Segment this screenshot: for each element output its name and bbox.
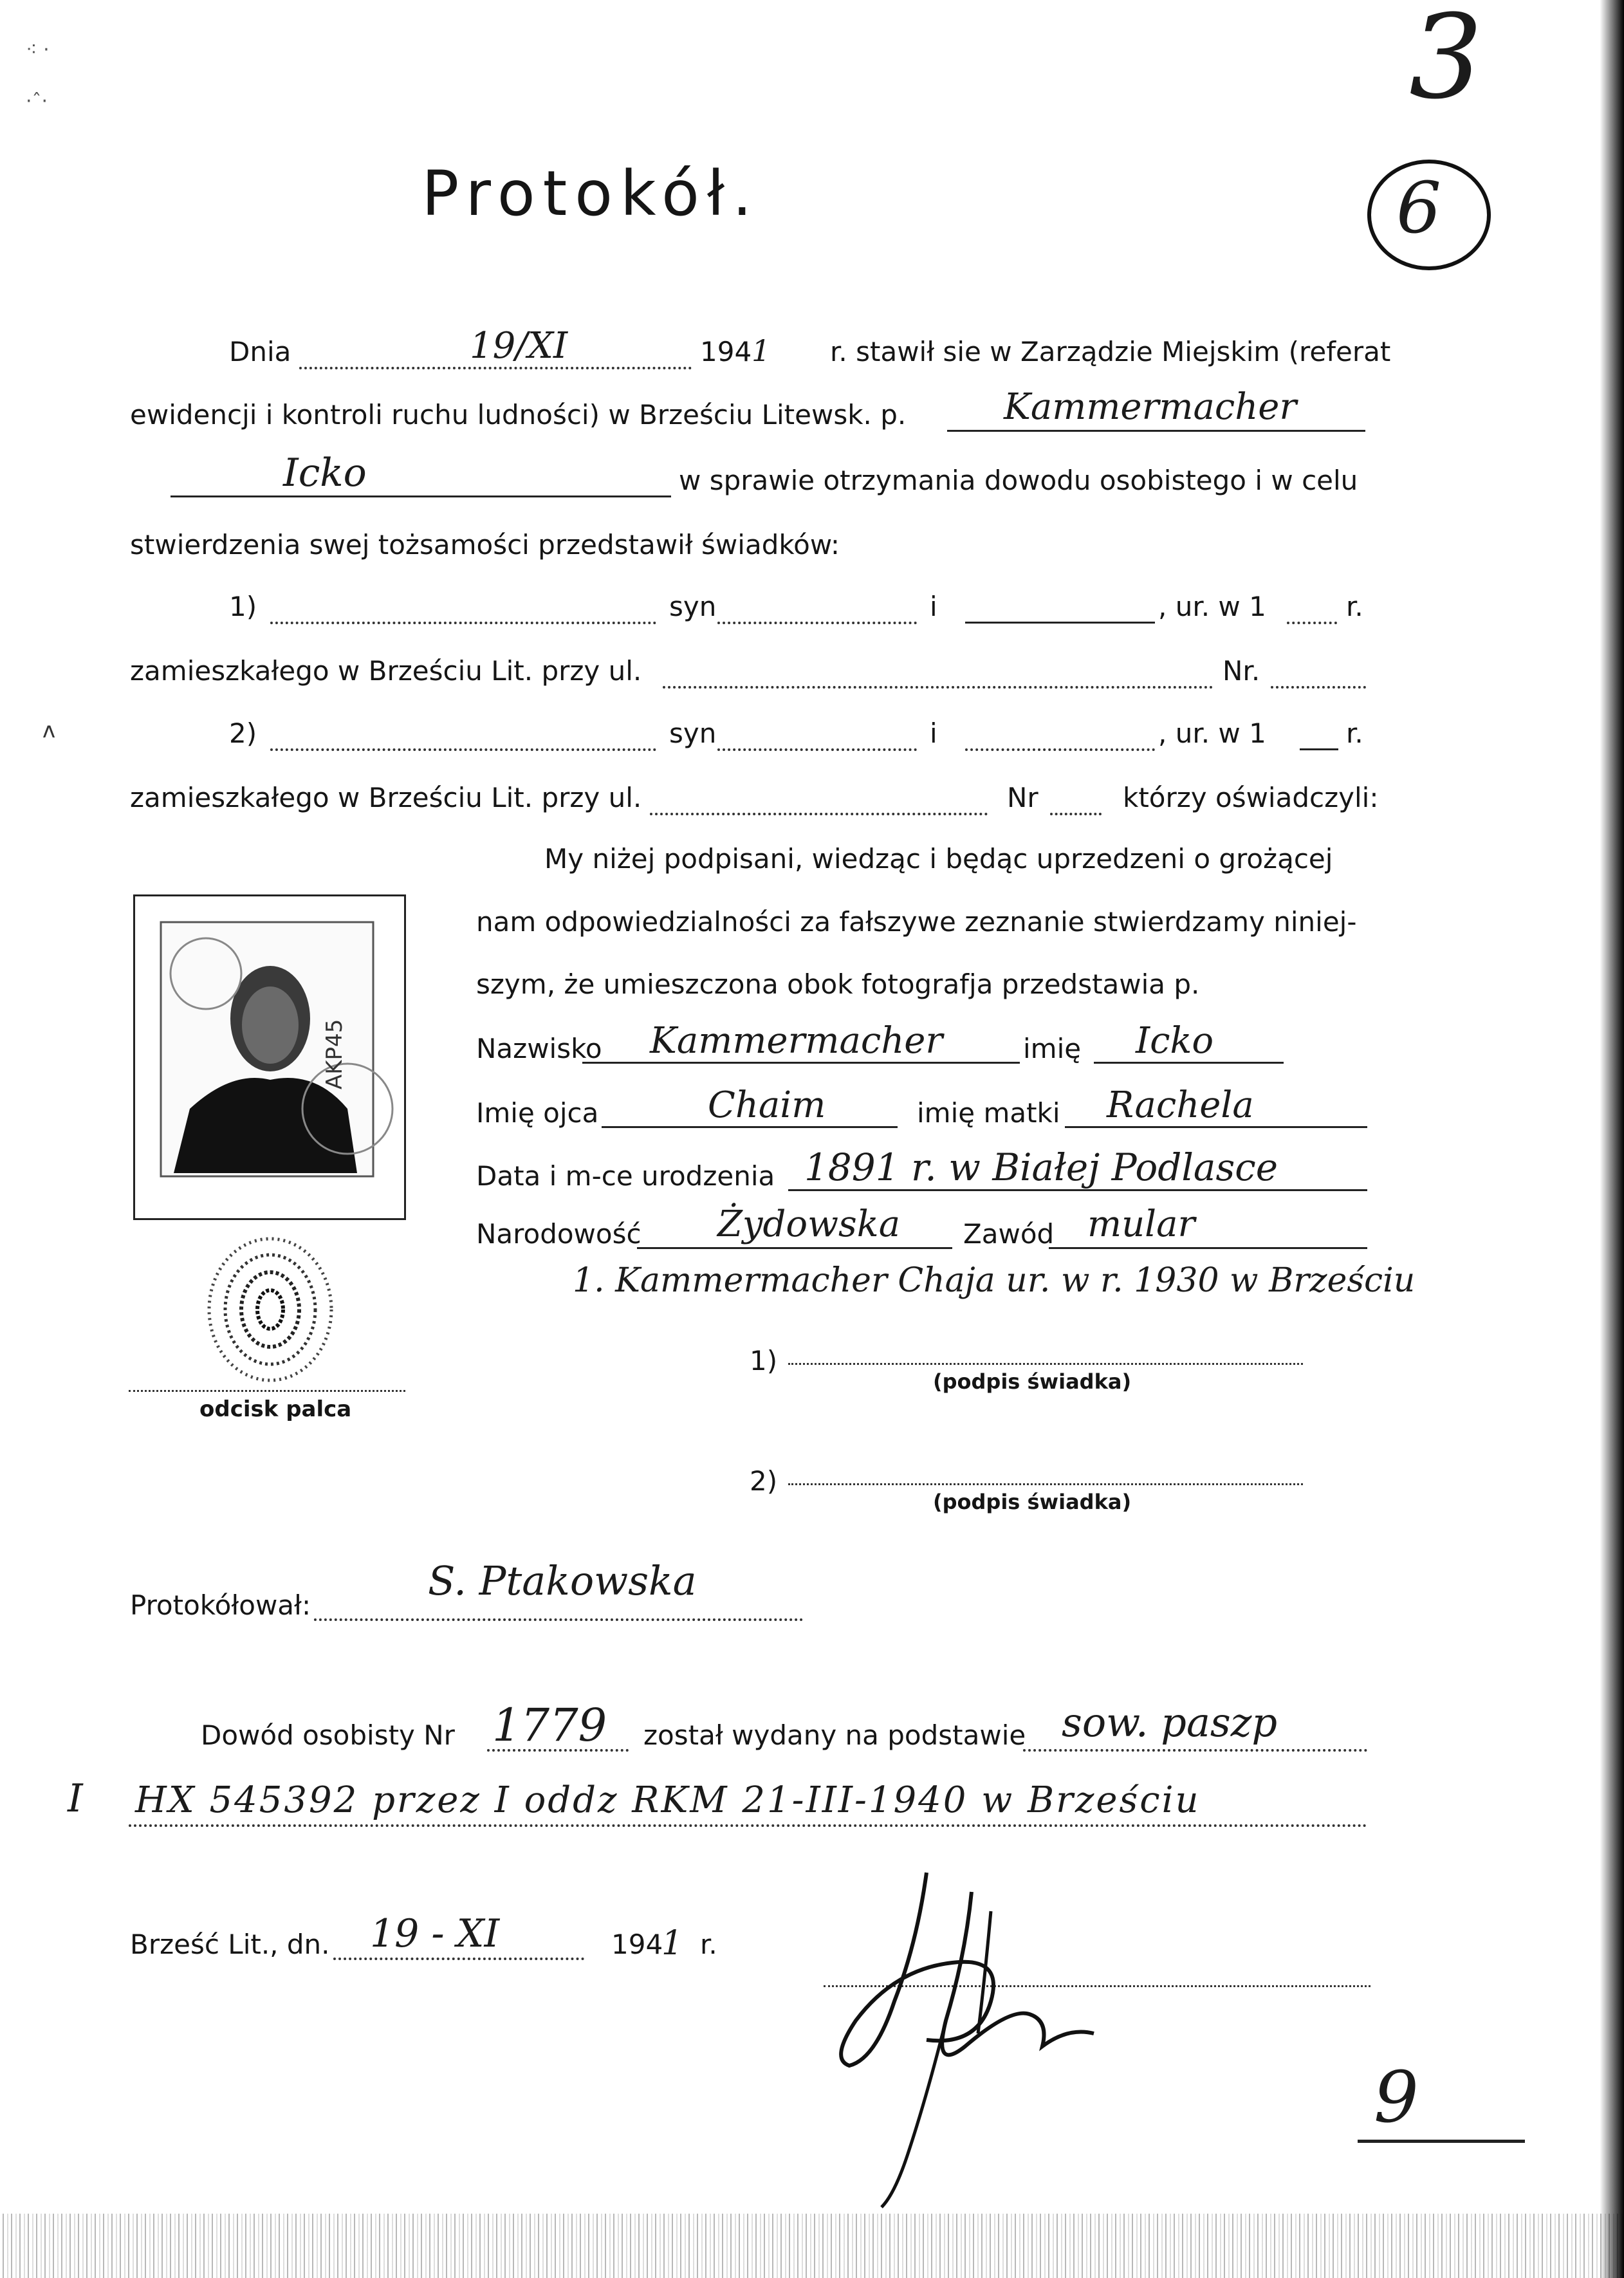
witness1-born: , ur. w 1 <box>1158 591 1266 622</box>
imie-value: Icko <box>1136 1020 1214 1062</box>
protokolowal-label: Protokółował: <box>130 1589 311 1621</box>
intro-line3: w sprawie otrzymania dowodu osobistego i w celu <box>679 465 1358 496</box>
witness-sig1-number: 1) <box>750 1345 778 1376</box>
imie-label: imię <box>1023 1033 1082 1064</box>
imie-matki-line <box>1065 1126 1367 1128</box>
footer-r: r. <box>700 1929 717 1960</box>
witness2-born: , ur. w 1 <box>1158 718 1266 749</box>
witness-declare-intro: którzy oświadczyli: <box>1123 782 1379 813</box>
dowod-label: Dowód osobisty Nr <box>201 1719 455 1751</box>
witness1-number: 1) <box>229 591 257 622</box>
portrait-photo <box>135 896 404 1218</box>
witness2-father-line <box>717 748 917 751</box>
first-name-value: Icko <box>283 450 367 495</box>
witness1-syn: syn <box>669 591 717 622</box>
witness2-r: r. <box>1346 718 1363 749</box>
dowod-margin-mark: I <box>68 1776 83 1821</box>
dowod-number: 1779 <box>492 1699 607 1752</box>
footer-corner-mark: 9 <box>1374 2056 1419 2138</box>
corner-mark: 3 <box>1409 0 1483 125</box>
photo-stamp-text: AKP45 <box>322 1019 347 1089</box>
witness2-i: i <box>930 718 937 749</box>
zawod-label: Zawód <box>963 1218 1055 1250</box>
fingerprint <box>187 1229 354 1390</box>
witness2-address-label: zamieszkałego w Brześciu Lit. przy ul. <box>130 782 642 813</box>
zawod-value: mular <box>1087 1203 1195 1245</box>
dowod-line2: HX 545392 przez I oddz RKM 21-III-1940 w Brześciu <box>135 1779 1201 1821</box>
witness1-year-line <box>1287 622 1337 624</box>
witness-sig1-caption: (podpis świadka) <box>933 1369 1132 1394</box>
footer-year-prefix: 194 <box>611 1929 663 1960</box>
declaration-line1: My niżej podpisani, wiedząc i będąc uprzedzeni o grożącej <box>544 843 1333 875</box>
fingerprint-caption: odcisk palca <box>199 1396 352 1422</box>
corner-circled-number: 6 <box>1396 167 1441 249</box>
protokolowal-line <box>314 1618 803 1621</box>
intro-line4: stwierdzenia swej tożsamości przedstawił świadków: <box>130 529 840 560</box>
imie-line <box>1094 1062 1284 1064</box>
zawod-line <box>1049 1247 1367 1249</box>
witness2-nr-line <box>1050 813 1102 815</box>
witness1-mother-line <box>965 622 1155 624</box>
narodowosc-label: Narodowość <box>476 1218 641 1250</box>
scan-speck: ·ˆ· <box>26 90 48 113</box>
dowod-basis: sow. paszp <box>1062 1699 1278 1746</box>
witness-sig2-line <box>788 1483 1303 1485</box>
footer-year-digit: 1 <box>661 1924 683 1963</box>
witness1-r: r. <box>1346 591 1363 622</box>
footer-date-value: 19 - XI <box>370 1911 500 1956</box>
birth-label: Data i m-ce urodzenia <box>476 1160 775 1192</box>
photo-frame <box>133 894 406 1220</box>
imie-ojca-value: Chaim <box>708 1084 826 1126</box>
witness2-mother-line <box>965 748 1155 751</box>
official-signature <box>798 1853 1132 2214</box>
witness-sig2-number: 2) <box>750 1465 778 1497</box>
surname-value: Kammermacher <box>1004 386 1297 428</box>
year-digit: 1 <box>752 333 771 368</box>
date-value: 19/XI <box>470 325 568 367</box>
imie-ojca-label: Imię ojca <box>476 1097 599 1129</box>
witness2-nr: Nr <box>1007 782 1038 813</box>
first-name-field-line <box>171 495 671 497</box>
witness2-syn: syn <box>669 718 717 749</box>
scan-speck: ⁖ · <box>26 39 50 61</box>
intro-line2: ewidencji i kontroli ruchu ludności) w Brześciu Litewsk. p. <box>130 399 907 431</box>
protokolowal-signature: S. Ptakowska <box>428 1557 697 1604</box>
narodowosc-value: Żydowska <box>717 1203 901 1245</box>
imie-matki-value: Rachela <box>1107 1084 1254 1126</box>
surname-field-line <box>947 430 1365 432</box>
witness2-street-line <box>650 813 988 815</box>
year-prefix: 194 <box>700 336 752 367</box>
declaration-line3: szym, że umieszczona obok fotografja przedstawia p. <box>476 968 1200 1000</box>
witness2-number: 2) <box>229 718 257 749</box>
witness-sig1-line <box>788 1363 1303 1365</box>
scan-noise-strip <box>0 2214 1624 2278</box>
witness1-name-line <box>270 622 656 624</box>
imie-ojca-line <box>602 1126 898 1128</box>
dnia-label: Dnia <box>229 336 291 367</box>
declaration-line2: nam odpowiedzialności za fałszywe zeznanie stwierdzamy niniej- <box>476 906 1357 938</box>
imie-matki-label: imię matki <box>917 1097 1060 1129</box>
witness1-father-line <box>717 622 917 624</box>
witness-sig2-caption: (podpis świadka) <box>933 1490 1132 1514</box>
child-note: 1. Kammermacher Chaja ur. w r. 1930 w Brześciu <box>573 1261 1416 1300</box>
dowod-basis-line <box>1023 1749 1367 1752</box>
witness1-nr: Nr. <box>1223 655 1260 687</box>
nazwisko-value: Kammermacher <box>650 1020 943 1062</box>
fingerprint-line <box>129 1390 405 1392</box>
witness2-year-line <box>1300 748 1338 750</box>
page-title: Protokół. <box>421 158 760 230</box>
nazwisko-label: Nazwisko <box>476 1033 602 1064</box>
footer-date-line <box>333 1958 584 1960</box>
footer-place-label: Brześć Lit., dn. <box>130 1929 330 1960</box>
nazwisko-line <box>582 1062 1020 1064</box>
date-field-line <box>299 367 692 369</box>
dowod-line2-rule <box>129 1824 1367 1827</box>
birth-line <box>788 1189 1367 1191</box>
witness1-i: i <box>930 591 937 622</box>
witness1-address-label: zamieszkałego w Brześciu Lit. przy ul. <box>130 655 642 687</box>
birth-value: 1891 r. w Białej Podlasce <box>804 1145 1278 1189</box>
narodowosc-line <box>637 1247 952 1249</box>
scan-speck: ʌ <box>42 718 56 743</box>
dowod-text: został wydany na podstawie <box>643 1719 1026 1751</box>
footer-corner-underline <box>1358 2140 1525 2143</box>
witness1-nr-line <box>1271 686 1366 689</box>
scan-edge-right <box>1564 0 1624 2278</box>
witness1-street-line <box>663 686 1213 689</box>
intro-line1-tail: r. stawił sie w Zarządzie Miejskim (referat <box>830 336 1391 367</box>
witness2-name-line <box>270 748 656 751</box>
